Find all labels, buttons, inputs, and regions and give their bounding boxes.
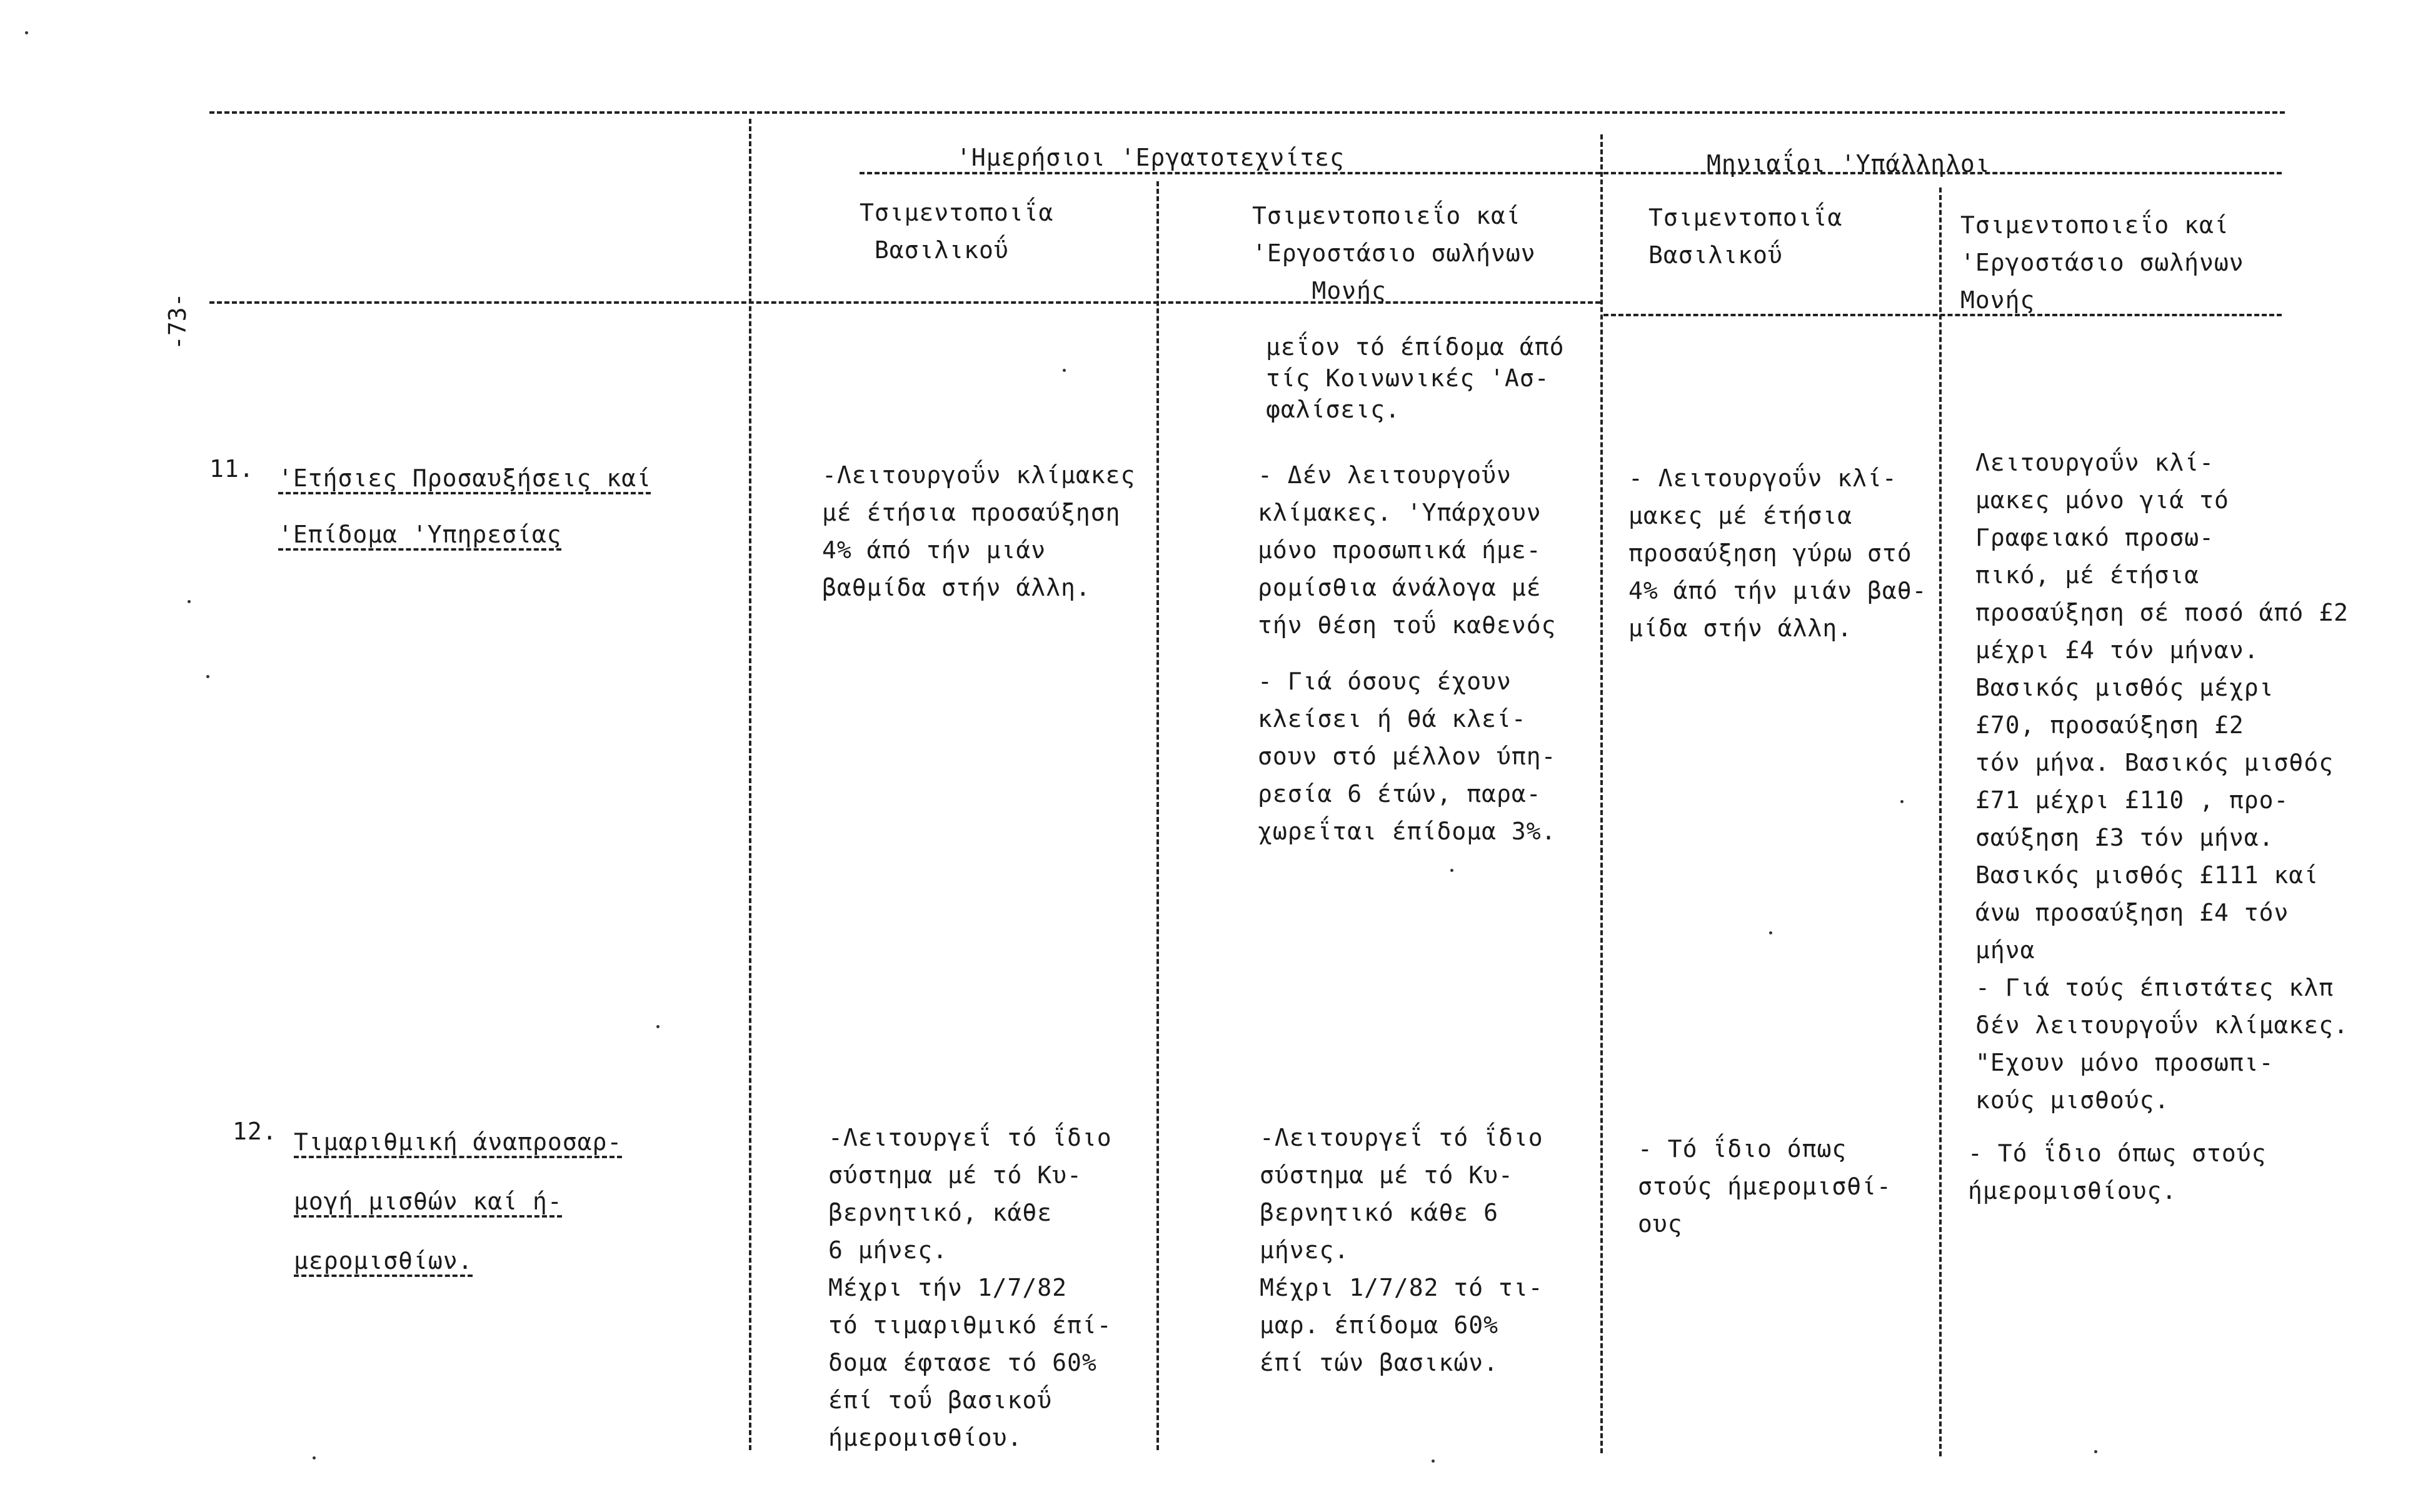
header-group-monthly: Μηνιαΐοι 'Υπάλληλοι	[1707, 150, 1990, 178]
continuation-col2: μεΐον τό έπίδομα άπό τίς Κοινωνικές 'Ασ- φαλίσεις.	[1266, 333, 1565, 423]
row-12-col4: - Τό ΐδιο όπως στούς ήμερομισθίους.	[1968, 1139, 2267, 1204]
scan-speck	[25, 31, 28, 34]
header-col3: Τσιμεντοποιΐα Βασιλικοΰ	[1648, 204, 1843, 269]
row-11-col1: -Λειτουργοΰν κλίμακες μέ έτήσια προσαύξηση 4% άπό τήν μιάν βαθμίδα στήν άλλη.	[822, 461, 1136, 601]
scan-speck	[188, 600, 191, 603]
row-11-number: 11.	[209, 455, 254, 483]
row-12-number: 12.	[233, 1118, 278, 1145]
row-11-label: 'Ετήσιες Προσαυξήσεις καί 'Επίδομα 'Υπηρεσίας	[278, 464, 651, 548]
table-top-rule	[209, 111, 2285, 114]
scan-speck	[1450, 869, 1453, 872]
scan-speck	[1432, 1459, 1435, 1463]
scan-speck	[656, 1025, 660, 1028]
row-12-col2: -Λειτουργεΐ τό ΐδιο σύστημα μέ τό Κυ- βερνητικό κάθε 6 μήνες. Μέχρι 1/7/82 τό τι- μαρ. έπίδομα 60% έπί τών βασικών.	[1260, 1124, 1543, 1376]
row-11-col2b: - Γιά όσους έχουν κλείσει ή θά κλεί- σουν στό μέλλον ύπη- ρεσία 6 έτών, παρα- χωρεΐται έπίδομα 3%.	[1258, 668, 1557, 845]
row-11-col4: Λειτουργοΰν κλί- μακες μόνο γιά τό Γραφειακό προσω- πικό, μέ έτήσια προσαύξηση σέ ποσό άπό £2 μέχρι £4 τόν μήναν. Βασικός μισθός μέχρι £70, προσαύξηση £2 τόν μήνα. Βασικός μισθός £71 μέχρι £110 , προ- σαύξηση £3 τόν μήνα. Βασικός μισθός £111 καί άνω προσαύξηση £4 τόν μήνα - Γιά τούς έπιστάτες κλπ δέν λειτουργοΰν κλίμακες. "Εχουν μόνο προσωπι- κούς μισθούς.	[1975, 449, 2349, 1114]
table-divider-group	[1600, 134, 1603, 1453]
row-11-col3: - Λειτουργοΰν κλί- μακες μέ έτήσια προσαύξηση γύρω στό 4% άπό τήν μιάν βαθ- μίδα στήν άλλη.	[1628, 464, 1927, 642]
table-divider-col3	[1939, 188, 1942, 1456]
scan-speck	[206, 675, 209, 678]
scan-speck	[2094, 1450, 2097, 1453]
page-number: -73-	[164, 293, 191, 350]
row-12-col1: -Λειτουργεΐ τό ΐδιο σύστημα μέ τό Κυ- βερνητικό, κάθε 6 μήνες. Μέχρι τήν 1/7/82 τό τιμαριθμικό έπί- δομα έφτασε τό 60% έπί τοΰ βασικοΰ ήμερομισθίου.	[828, 1124, 1112, 1451]
scan-speck	[1900, 800, 1904, 803]
scan-speck	[1769, 931, 1772, 934]
header-col1: Τσιμεντοποιΐα Βασιλικοΰ	[860, 199, 1054, 264]
row-12-label: Τιμαριθμική άναπροσαρ- μογή μισθών καί ή- μερομισθίων.	[294, 1128, 623, 1274]
header-group-daily: 'Ημερήσιοι 'Εργατοτεχνίτες	[956, 144, 1345, 171]
scan-speck	[1063, 369, 1066, 372]
row-11-col2: - Δέν λειτουργοΰν κλίμακες. 'Υπάρχουν μόνο προσωπικά ήμε- ρομίσθια άνάλογα μέ τήν θέση τοΰ καθενός	[1258, 461, 1557, 639]
table-divider-col1	[1156, 181, 1159, 1450]
table-divider-label	[749, 119, 751, 1450]
header-col2: Τσιμεντοποιεΐο καί 'Εργοστάσιο σωλήνων Μονής	[1252, 202, 1536, 304]
header-col4: Τσιμεντοποιεΐο καί 'Εργοστάσιο σωλήνων Μονής	[1960, 211, 2244, 314]
row-12-col3: - Τό ΐδιο όπως στούς ήμερομισθί- ους	[1638, 1135, 1892, 1238]
scan-speck	[313, 1456, 316, 1459]
